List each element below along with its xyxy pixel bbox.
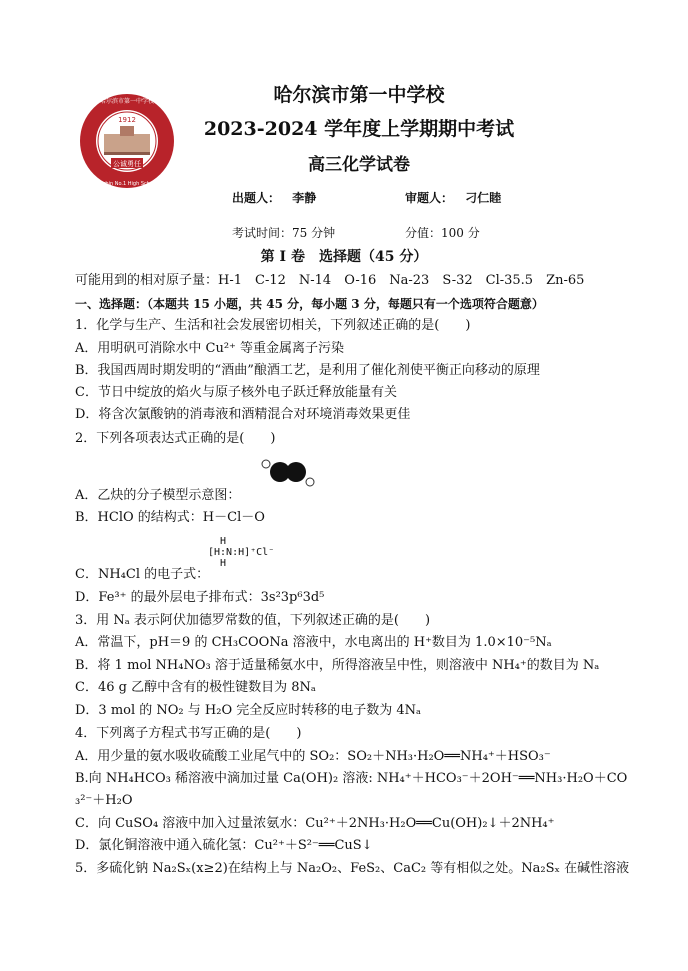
q3-option-b: B．将 1 mol NH₄NO₃ 溶于适量稀氨水中，所得溶液呈中性，则溶液中 NH₄⁺的数目为 Nₐ [75, 658, 600, 673]
q1-option-c: C．节日中绽放的焰火与原子核外电子跃迁释放能量有关 [75, 385, 397, 400]
q3-option-a: A．常温下，pH＝9 的 CH₃COONa 溶液中，水电离出的 H⁺数目为 1.0×10⁻⁵Nₐ [75, 635, 552, 650]
score-line [405, 224, 480, 241]
q3-option-c: C．46 g 乙醇中含有的极性键数目为 8Nₐ [75, 680, 316, 695]
part-heading: 一、选择题：（本题共 15 小题，共 45 分，每小题 3 分，每题只有一个选项符合题意） [75, 297, 544, 311]
time-label: 考试时间： [232, 226, 293, 240]
section-title: 第 I 卷 选择题（45 分） [260, 249, 428, 265]
atomic-masses: 可能用到的相对原子量：H-1 C-12 N-14 O-16 Na-23 S-32 Cl-35.5 Zn-65 [75, 273, 585, 288]
q4-option-a: A．用少量的氨水吸收硫酸工业尾气中的 SO₂：SO₂＋NH₃·H₂O══NH₄⁺＋HSO₃⁻ [75, 749, 551, 764]
score-value: 100 分 [441, 226, 480, 240]
q3-stem: 3．用 Nₐ 表示阿伏加德罗常数的值，下列叙述正确的是( ) [75, 613, 431, 628]
q1-option-a: A．用明矾可消除水中 Cu²⁺ 等重金属离子污染 [75, 341, 345, 356]
score-label: 分值： [405, 226, 442, 240]
q3-option-d: D．3 mol 的 NO₂ 与 H₂O 完全反应时转移的电子数为 4Nₐ [75, 703, 422, 718]
q2-stem: 2．下列各项表达式正确的是( ) [75, 431, 276, 446]
q5-stem: 5．多硫化钠 Na₂Sₓ(x≥2)在结构上与 Na₂O₂、FeS₂、CaC₂ 等有相似之处。Na₂Sₓ 在碱性溶液 [75, 861, 630, 876]
q2-option-d: D．Fe³⁺ 的最外层电子排布式：3s²3p⁶3d⁵ [75, 590, 325, 605]
svg-text:公诚勇任: 公诚勇任 [113, 160, 141, 168]
author-line [232, 189, 316, 206]
author: 李静 [292, 191, 317, 205]
svg-text:Harbin No.1 High School: Harbin No.1 High School [96, 181, 158, 187]
q4-option-d: D．氯化铜溶液中通入硫化氢：Cu²⁺＋S²⁻══CuS↓ [75, 838, 373, 853]
q4-option-b-cont: ₃²⁻＋H₂O [75, 793, 133, 808]
q1-option-d: D．将含次氯酸钠的消毒液和酒精混合对环境消毒效果更佳 [75, 407, 411, 422]
q2-option-b: B．HClO 的结构式：H－Cl－O [75, 510, 265, 525]
q4-stem: 4．下列离子方程式书写正确的是( ) [75, 726, 302, 741]
q1-option-b: B．我国西周时期发明的“酒曲”酿酒工艺，是利用了催化剂使平衡正向移动的原理 [75, 363, 540, 378]
time-value: 75 分钟 [292, 226, 336, 240]
q1-stem: 1．化学与生产、生活和社会发展密切相关，下列叙述正确的是( ) [75, 318, 471, 333]
school-name: 哈尔滨市第一中学校 [273, 84, 445, 106]
time-line [232, 224, 335, 241]
exam-title: 2023-2024 学年度上学期期中考试 [203, 118, 515, 140]
q2-option-c: C．NH₄Cl 的电子式： [75, 567, 210, 582]
svg-text:哈尔滨市第一中学校: 哈尔滨市第一中学校 [99, 98, 155, 105]
subject-title: 高三化学试卷 [308, 155, 410, 175]
reviewer-line [405, 189, 501, 206]
acetylene-model-image [258, 458, 320, 498]
svg-text:1912: 1912 [118, 116, 136, 124]
q4-option-b: B.向 NH₄HCO₃ 稀溶液中滴加过量 Ca(OH)₂ 溶液: NH₄⁺＋HCO₃⁻＋2OH⁻══NH₃·H₂O＋CO [75, 771, 628, 786]
q2-option-a: A．乙炔的分子模型示意图： [75, 488, 241, 503]
author-label: 出题人： [232, 191, 281, 205]
nh4cl-electron-formula: H [H:N:H]⁺Cl⁻ H [208, 536, 275, 569]
reviewer-label: 审题人： [405, 191, 454, 205]
q4-option-c: C．向 CuSO₄ 溶液中加入过量浓氨水：Cu²⁺＋2NH₃·H₂O══Cu(OH)₂↓＋2NH₄⁺ [75, 816, 555, 831]
reviewer: 刁仁睦 [465, 191, 502, 205]
